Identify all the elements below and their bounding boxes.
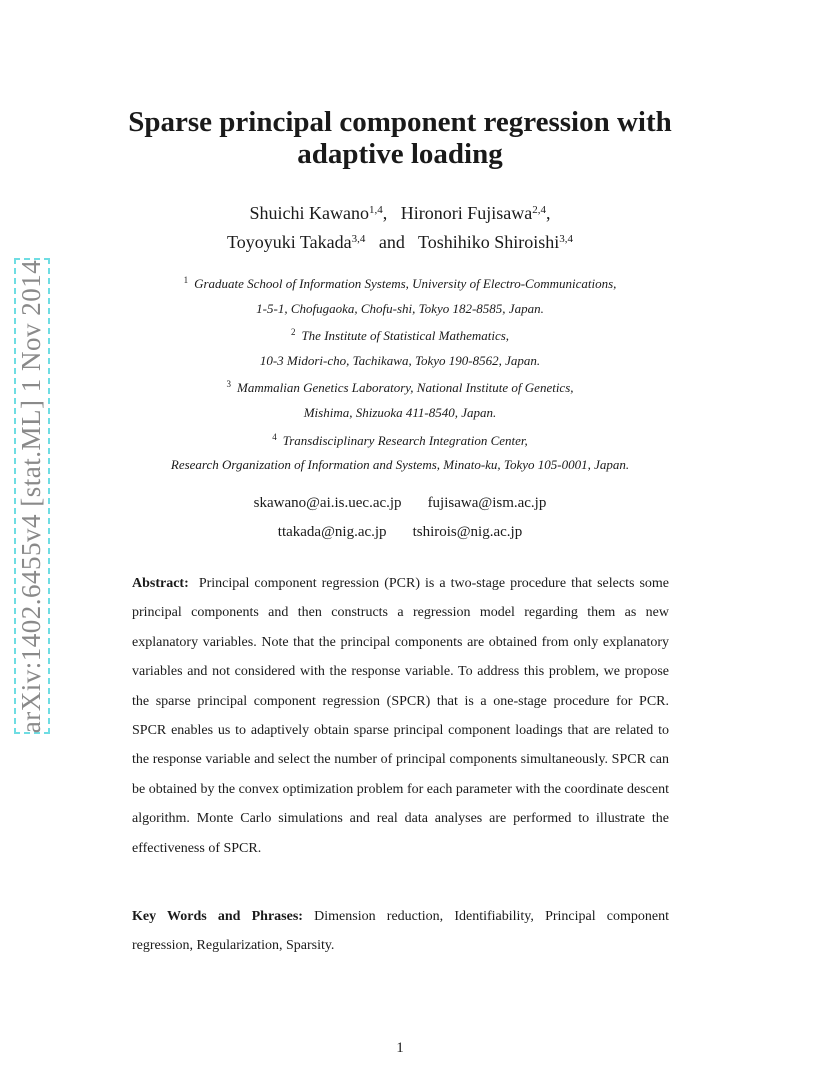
affiliation-line: 1-5-1, Chofugaoka, Chofu-shi, Tokyo 182-8585, Japan. [256, 300, 544, 316]
arxiv-identifier: arXiv:1402.6455v4 [stat.ML] 1 Nov 2014 [16, 259, 47, 733]
affiliation-line: Research Organization of Information and Systems, Minato-ku, Tokyo 105-0001, Japan. [170, 457, 630, 473]
keywords-label: Key Words and Phrases: [132, 909, 303, 924]
email-address: skawano@ai.is.uec.ac.jp [253, 495, 402, 511]
author-affiliation-marker: 2,4 [532, 204, 546, 216]
paper-title [60, 106, 740, 170]
author-list [80, 199, 720, 257]
keywords-text: Dimension reduction, Identifiability, Principal component regression, Regularization, Sparsity. [132, 909, 669, 954]
email-list [120, 489, 680, 547]
affiliation-marker: 1 [183, 275, 189, 285]
title-line-2: adaptive loading [297, 138, 503, 170]
email-address: fujisawa@ism.ac.jp [427, 495, 547, 511]
author-separator: , [545, 203, 551, 223]
author-affiliation-marker: 3,4 [351, 233, 366, 245]
affiliation-line: Transdisciplinary Research Integration Center, [282, 432, 528, 448]
author-line-1 [80, 199, 720, 228]
affiliation-marker: 4 [272, 431, 277, 442]
affiliation-line: The Institute of Statistical Mathematics, [301, 328, 510, 344]
email-address: ttakada@nig.ac.jp [277, 524, 387, 540]
author-name: Shuichi Kawano [249, 203, 369, 223]
author-name: Hironori Fujisawa [400, 203, 533, 223]
affiliation-list [80, 272, 720, 481]
keywords [132, 902, 669, 961]
email-row [120, 489, 680, 518]
affiliation [80, 324, 720, 373]
author-affiliation-marker: 3,4 [559, 233, 574, 245]
affiliation [80, 376, 720, 425]
affiliation-line: Mishima, Shizuoka 411-8540, Japan. [303, 404, 497, 420]
abstract-text: Principal component regression (PCR) is a two-stage procedure that selects some principal components and then constructs a regression model regarding them as new explanatory variables. Note that the principal components are obtained from only explanatory variables and not considered with the response variable. To address this problem, we propose the sparse principal component regression (SPCR) that is a one-stage procedure for PCR. SPCR enables us to adaptively obtain sparse principal component loadings that are related to the response variable and select the number of principal components simultaneously. SPCR can be obtained by the convex optimization problem for each parameter with the coordinate descent algorithm. Monte Carlo simulations and real data analyses are performed to illustrate the effectiveness of SPCR. [132, 576, 669, 856]
page-number: 1 [396, 1040, 404, 1056]
author-line-2 [80, 228, 720, 257]
author-conjunction: and [378, 232, 405, 252]
author-affiliation-marker: 1,4 [369, 204, 383, 216]
arxiv-identifier-stamp [14, 258, 50, 734]
affiliation-marker: 3 [226, 379, 231, 390]
abstract-label: Abstract: [132, 576, 189, 591]
email-address: tshirois@nig.ac.jp [412, 524, 523, 540]
affiliation-line: Mammalian Genetics Laboratory, National Institute of Genetics, [236, 380, 574, 396]
affiliation-line: 10-3 Midori-cho, Tachikawa, Tokyo 190-8562, Japan. [259, 352, 541, 368]
author-separator: , [382, 203, 388, 223]
affiliation-line: Graduate School of Information Systems, University of Electro-Communications, [194, 276, 617, 291]
abstract [132, 569, 669, 863]
affiliation-marker: 2 [290, 327, 296, 338]
affiliation [80, 429, 720, 478]
author-name: Toshihiko Shiroishi [418, 232, 560, 252]
affiliation [80, 272, 720, 321]
title-line-1: Sparse principal component regression with [128, 106, 672, 138]
author-name: Toyoyuki Takada [226, 232, 352, 252]
email-row [120, 518, 680, 547]
